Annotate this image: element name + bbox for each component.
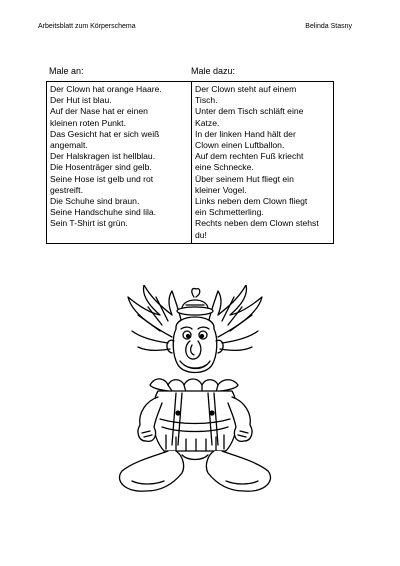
instruction-line: Seine Hose ist gelb und rot — [50, 173, 154, 184]
page-header — [38, 23, 352, 35]
instruction-line: Auf der Nase hat er einen — [50, 106, 148, 117]
instruction-line: Rechts neben dem Clown stehst — [195, 218, 319, 229]
instruction-line: Auf dem rechten Fuß kriecht — [195, 151, 304, 162]
instruction-line: In der linken Hand hält der — [195, 128, 296, 139]
instruction-line: ein Schmetterling. — [195, 207, 264, 218]
drawing-instructions-cell — [192, 82, 334, 244]
instruction-line: gestreift. — [50, 184, 83, 195]
instruction-table — [46, 81, 334, 244]
clown-illustration — [110, 285, 280, 500]
instruction-line: Die Schuhe sind braun. — [50, 196, 140, 207]
instruction-line: Der Hut ist blau. — [50, 95, 112, 106]
instruction-line: Sein T-Shirt ist grün. — [50, 218, 128, 229]
instruction-line: Unter dem Tisch schläft eine — [195, 106, 304, 117]
left-column-heading: Male an: — [49, 66, 84, 76]
instruction-line: du! — [195, 229, 207, 240]
instruction-line: angemalt. — [50, 140, 88, 151]
instruction-line: Die Hosenträger sind gelb. — [50, 162, 152, 173]
instruction-line: Links neben dem Clown fliegt — [195, 196, 308, 207]
instruction-line: Das Gesicht hat er sich weiß — [50, 128, 160, 139]
coloring-instructions-cell — [47, 82, 192, 244]
instruction-line: Tisch. — [195, 95, 218, 106]
right-column-heading: Male dazu: — [191, 66, 236, 76]
instruction-line: Der Halskragen ist hellblau. — [50, 151, 156, 162]
instruction-line: Der Clown steht auf einem — [195, 84, 297, 94]
worksheet-title: Arbeitsblatt zum Körperschema — [38, 23, 136, 30]
instruction-line: Der Clown hat orange Haare. — [50, 84, 162, 94]
instruction-line: kleiner Vogel. — [195, 184, 247, 195]
author-name: Belinda Stasny — [305, 23, 352, 30]
instruction-line: eine Schnecke. — [195, 162, 254, 173]
instruction-line: Über seinem Hut fliegt ein — [195, 173, 294, 184]
instruction-line: Katze. — [195, 117, 220, 128]
instruction-line: kleinen roten Punkt. — [50, 117, 126, 128]
instruction-line: Clown einen Luftballon. — [195, 140, 285, 151]
instruction-line: Seine Handschuhe sind lila. — [50, 207, 157, 218]
